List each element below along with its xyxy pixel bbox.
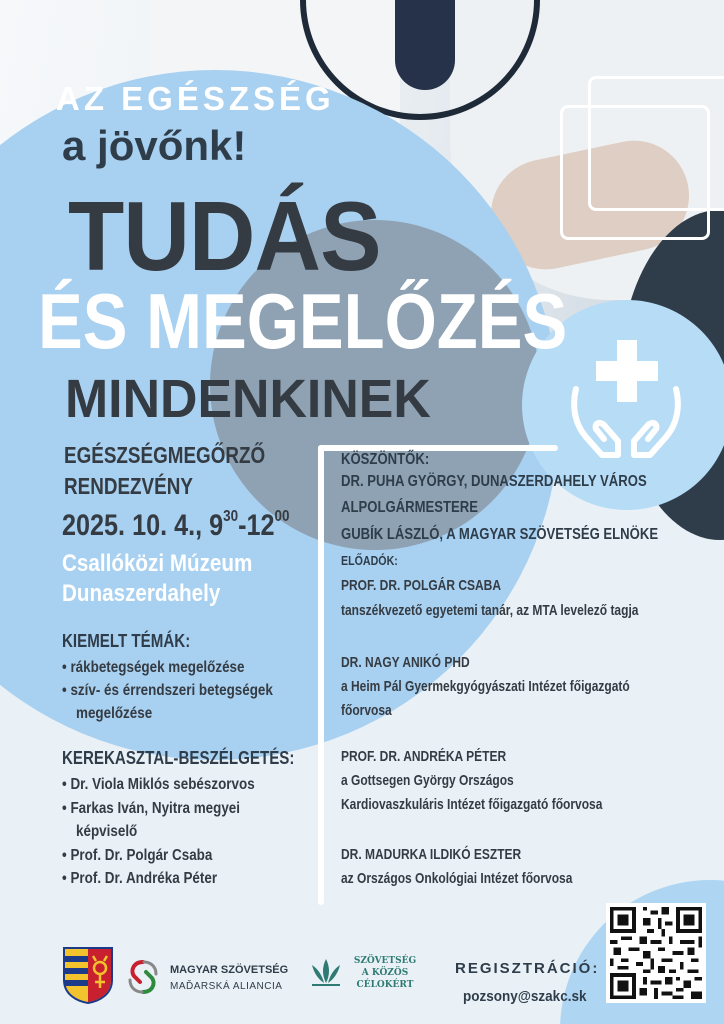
speaker-role: Kardiovaszkuláris Intézet főigazgató főorvosa (341, 796, 603, 813)
szovetseg-a-kozos-celokert-logo-icon (306, 957, 346, 987)
headline-line1: TUDÁS (68, 181, 381, 291)
szovetseg-a-kozos-celokert-logo-text: SZÖVETSÉG A KÖZÖS CÉLOKÉRT (353, 956, 417, 990)
speaker-name: DR. MADURKA ILDIKÓ ESZTER (341, 846, 522, 863)
magyar-szovetseg-logo-icon (124, 958, 162, 996)
list-item: • Dr. Viola Miklós sebészorvos (62, 776, 255, 793)
headline-sub: a jövőnk! (62, 122, 247, 169)
speaker-name: PROF. DR. POLGÁR CSABA (341, 577, 502, 594)
qr-code[interactable] (606, 903, 706, 1003)
event-date: 2025. 10. 4., $9^{30}-12^{00}$ (62, 508, 290, 542)
speaker-name: DR. NAGY ANIKÓ PHD (341, 654, 470, 671)
list-item: • Farkas Iván, Nyitra megyei (62, 800, 241, 817)
list-item: megelőzése (76, 705, 153, 722)
magyar-szovetseg-logo-text: MAGYAR SZÖVETSÉG (170, 964, 289, 976)
greeting-line: GUBÍK LÁSZLÓ, A MAGYAR SZÖVETSÉG ELNÖKE (341, 526, 659, 543)
list-item: • Prof. Dr. Andréka Péter (62, 870, 218, 887)
speaker-role: főorvosa (341, 702, 392, 719)
roundtable-title: KEREKASZTAL-BESZÉLGETÉS: (62, 748, 295, 768)
greeting-line: DR. PUHA GYÖRGY, DUNASZERDAHELY VÁROS (341, 473, 647, 490)
list-item: • rákbetegségek megelőzése (62, 659, 245, 676)
list-item: • Prof. Dr. Polgár Csaba (62, 847, 213, 864)
topics-title: KIEMELT TÉMÁK: (62, 631, 191, 651)
speaker-name: PROF. DR. ANDRÉKA PÉTER (341, 748, 507, 765)
list-item: • szív- és érrendszeri betegségek (62, 682, 273, 699)
speaker-role: a Gottsegen György Országos (341, 772, 514, 789)
event-city: Dunaszerdahely (62, 580, 221, 607)
list-item: képviselő (76, 823, 138, 840)
speaker-role: az Országos Onkológiai Intézet főorvosa (341, 870, 573, 887)
headline-line3: MINDENKINEK (65, 369, 431, 429)
decor-frame (560, 105, 710, 240)
headline-top: AZ EGÉSZSÉG (56, 80, 335, 117)
event-venue: Csallóközi Múzeum (62, 550, 253, 577)
greeting-line: ALPOLGÁRMESTERE (341, 499, 479, 516)
registration-email[interactable]: pozsony@szakc.sk (463, 988, 587, 1005)
speaker-role: tanszékvezető egyetemi tanár, az MTA levelező tagja (341, 602, 639, 619)
madarska-aliancia-logo-text: MAĎARSKÁ ALIANCIA (170, 981, 283, 992)
registration-label: REGISZTRÁCIÓ: (455, 960, 600, 977)
greetings-title: KÖSZÖNTŐK: (341, 451, 430, 468)
decor-divider-vertical (318, 445, 324, 905)
speaker-role: a Heim Pál Gyermekgyógyászati Intézet főigazgató (341, 678, 630, 695)
event-type-line1: EGÉSZSÉGMEGŐRZŐ (64, 442, 266, 468)
caring-hands-icon (568, 385, 684, 461)
dunaszerdahely-coat-of-arms-logo (62, 946, 114, 1004)
event-type-line2: RENDEZVÉNY (64, 473, 193, 499)
speakers-title: ELŐADÓK: (341, 553, 398, 568)
headline-line2: ÉS MEGELŐZÉS (38, 277, 568, 365)
